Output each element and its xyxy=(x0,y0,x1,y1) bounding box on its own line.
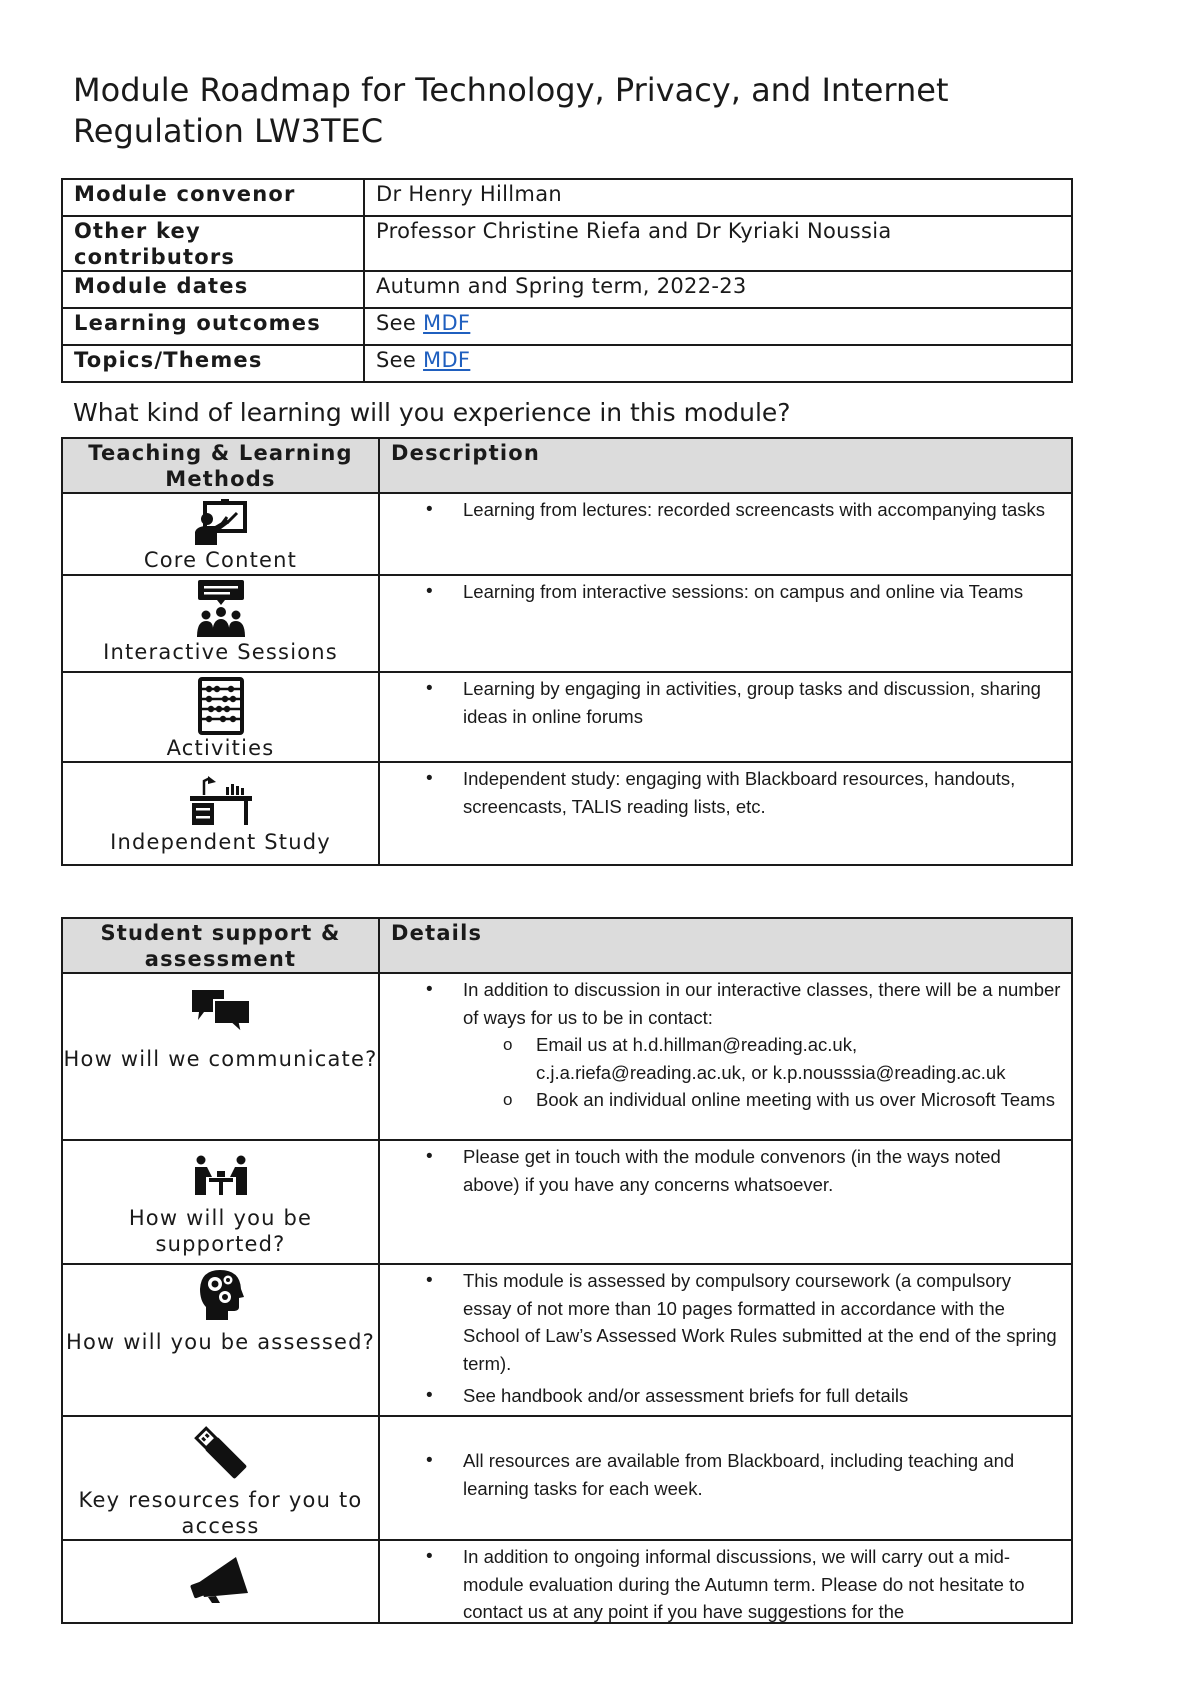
table-row xyxy=(62,1416,1072,1540)
sub-list-item: o Book an individual online meeting with us over Microsoft Teams xyxy=(536,1086,1061,1114)
support-cell xyxy=(62,1140,379,1264)
module-info-table xyxy=(61,178,1073,383)
info-label: Module dates xyxy=(62,271,364,308)
table-row xyxy=(62,216,1072,271)
column-header: Teaching & Learning Methods xyxy=(62,438,379,493)
table-row xyxy=(62,1264,1072,1416)
info-value xyxy=(364,308,1072,345)
usb-drive-icon xyxy=(193,1425,249,1481)
info-label: Module convenor xyxy=(62,179,364,216)
desk-icon xyxy=(188,775,254,827)
method-label: Independent Study xyxy=(110,830,331,854)
support-label: How will you be supported? xyxy=(128,1206,313,1256)
table-row xyxy=(62,1540,1072,1623)
meeting-icon xyxy=(192,1155,250,1197)
support-cell xyxy=(62,973,379,1140)
info-value xyxy=(364,345,1072,382)
support-label: How will you be assessed? xyxy=(66,1330,375,1354)
see-prefix: See xyxy=(376,348,424,372)
column-header: Student support & assessment xyxy=(62,918,379,973)
method-label: Activities xyxy=(166,736,275,760)
sub-list-item: o Email us at h.d.hillman@reading.ac.uk, c.j.a.riefa@reading.ac.uk, or k.p.nousssia@reading.ac.uk xyxy=(536,1031,1061,1086)
table-row xyxy=(62,345,1072,382)
learning-methods-table xyxy=(61,437,1073,866)
info-label: Topics/Themes xyxy=(62,345,364,382)
support-label: How will we communicate? xyxy=(63,1047,378,1071)
support-label: Key resources for you to access xyxy=(78,1488,363,1538)
table-row xyxy=(62,672,1072,762)
method-label: Core Content xyxy=(143,548,298,572)
method-cell xyxy=(62,672,379,762)
list-item: • This module is assessed by compulsory coursework (a compulsory essay of not more than 10 pages formatted in accordance with the School of Law’s Assessed Work Rules submitted at the end of the spring term). xyxy=(463,1267,1061,1377)
support-table xyxy=(61,917,1073,1624)
table-row xyxy=(62,271,1072,308)
table-header-row xyxy=(62,438,1072,493)
support-cell xyxy=(62,1540,379,1623)
megaphone-icon xyxy=(188,1553,254,1603)
list-item: • Independent study: engaging with Blackboard resources, handouts, screencasts, TALIS reading lists, etc. xyxy=(463,765,1061,820)
list-item: • See handbook and/or assessment briefs for full details xyxy=(463,1382,1061,1410)
head-gears-icon xyxy=(198,1269,244,1321)
speech-bubbles-icon xyxy=(190,988,252,1034)
column-header: Details xyxy=(379,918,1072,973)
mdf-link[interactable]: MDF xyxy=(423,311,471,335)
table-row xyxy=(62,1140,1072,1264)
table-header-row xyxy=(62,918,1072,973)
list-item: • Learning by engaging in activities, group tasks and discussion, sharing ideas in online forums xyxy=(463,675,1061,730)
method-cell xyxy=(62,575,379,672)
list-item: • Learning from interactive sessions: on campus and online via Teams xyxy=(463,578,1061,606)
info-label: Learning outcomes xyxy=(62,308,364,345)
method-cell xyxy=(62,493,379,575)
list-item: • All resources are available from Blackboard, including teaching and learning tasks for each week. xyxy=(463,1447,1061,1502)
presentation-icon xyxy=(191,499,251,547)
table-row xyxy=(62,575,1072,672)
table-row xyxy=(62,762,1072,865)
info-value: Professor Christine Riefa and Dr Kyriaki Noussia xyxy=(364,216,1072,271)
list-item: • Please get in touch with the module convenors (in the ways noted above) if you have any concerns whatsoever. xyxy=(463,1143,1061,1198)
list-item: • In addition to ongoing informal discussions, we will carry out a mid-module evaluation during the Autumn term. Please do not hesitate to contact us at any point if you have suggestions for the xyxy=(463,1543,1061,1622)
table-row xyxy=(62,308,1072,345)
list-item: • In addition to discussion in our interactive classes, there will be a number of ways for us to be in contact: o Email us at h.d.hillman@reading.ac.uk, c.j.a.riefa@reading.ac.uk, or k.p.nousssia@reading.ac.uk o Book an individual online meeting with us over Microsoft Teams xyxy=(463,976,1061,1114)
group-discussion-icon xyxy=(191,579,251,639)
column-header: Description xyxy=(379,438,1072,493)
info-value: Autumn and Spring term, 2022-23 xyxy=(364,271,1072,308)
method-label: Interactive Sessions xyxy=(103,640,338,664)
see-prefix: See xyxy=(376,311,424,335)
table-row xyxy=(62,493,1072,575)
list-item: • Learning from lectures: recorded screencasts with accompanying tasks xyxy=(463,496,1061,524)
mdf-link[interactable]: MDF xyxy=(423,348,471,372)
abacus-icon xyxy=(197,677,245,735)
method-cell xyxy=(62,762,379,865)
support-cell xyxy=(62,1416,379,1540)
table-row xyxy=(62,179,1072,216)
info-label: Other key contributors xyxy=(62,216,364,271)
page-title: Module Roadmap for Technology, Privacy, and Internet Regulation LW3TEC xyxy=(73,71,949,150)
table-row xyxy=(62,973,1072,1140)
learning-heading: What kind of learning will you experience in this module? xyxy=(73,398,791,427)
info-value: Dr Henry Hillman xyxy=(364,179,1072,216)
support-cell xyxy=(62,1264,379,1416)
